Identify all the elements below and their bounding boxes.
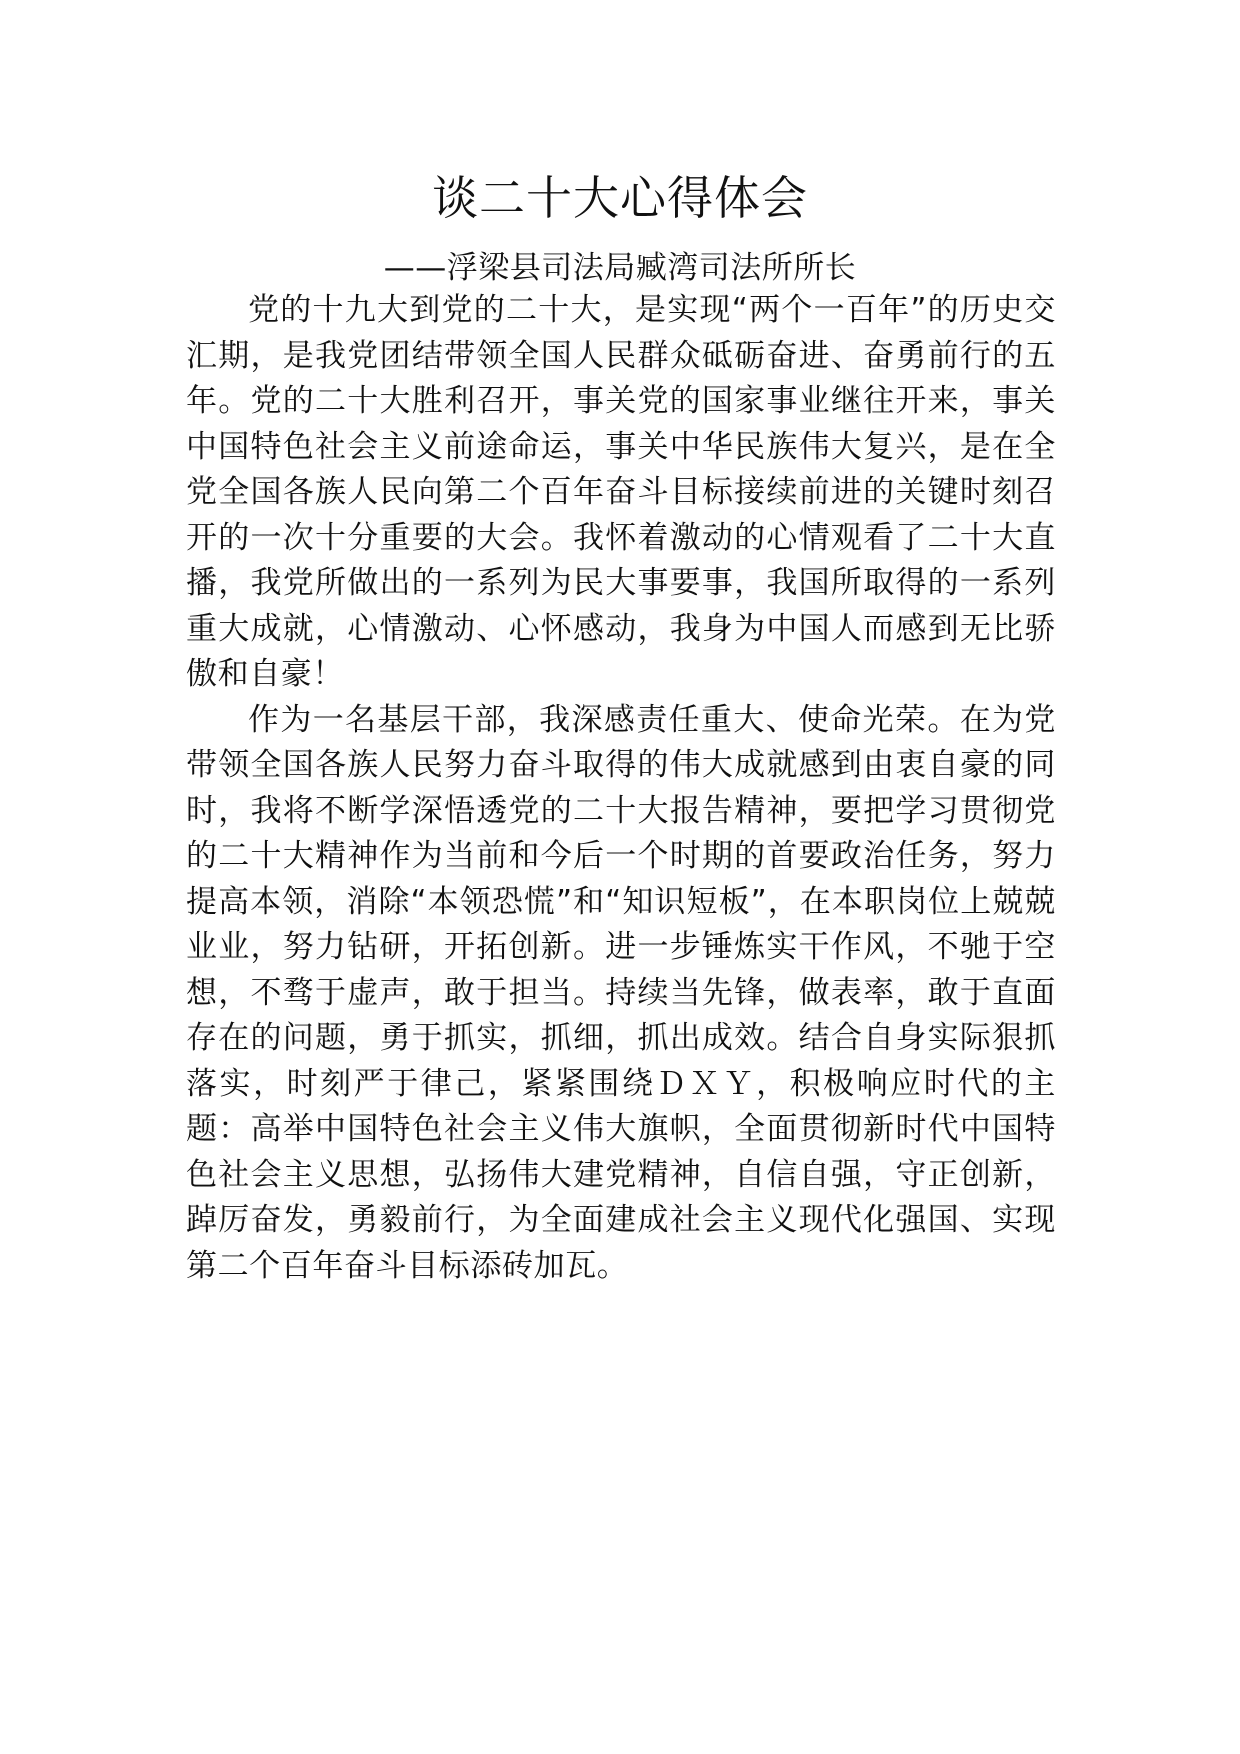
document-body [186,288,1056,1289]
paragraph-1: 党的十九大到党的二十大，是实现“两个一百年”的历史交汇期，是我党团结带领全国人民群众砥砺奋进、奋勇前行的五年。党的二十大胜利召开，事关党的国家事业继往开来，事关中国特色社会主义前途命运，事关中华民族伟大复兴，是在全党全国各族人民向第二个百年奋斗目标接续前进的关键时刻召开的一次十分重要的大会。我怀着激动的心情观看了二十大直播，我党所做出的一系列为民大事要事，我国所取得的一系列重大成就，心情激动、心怀感动，我身为中国人而感到无比骄傲和自豪！ [186,292,1056,692]
document-title: 谈二十大心得体会 [432,171,808,225]
author-byline: ——浮梁县司法局臧湾司法所所长 [383,250,857,286]
paragraph-2: 作为一名基层干部，我深感责任重大、使命光荣。在为党带领全国各族人民努力奋斗取得的伟大成就感到由衷自豪的同时，我将不断学深悟透党的二十大报告精神，要把学习贯彻党的二十大精神作为当前和今后一个时期的首要政治任务，努力提高本领，消除“本领恐慌”和“知识短板”，在本职岗位上兢兢业业，努力钻研，开拓创新。进一步锤炼实干作风，不驰于空想，不骛于虚声，敢于担当。持续当先锋，做表率，敢于直面存在的问题，勇于抓实，抓细，抓出成效。结合自身实际狠抓落实，时刻严于律己，紧紧围绕ＤＸＹ，积极响应时代的主题：高举中国特色社会主义伟大旗帜，全面贯彻新时代中国特色社会主义思想，弘扬伟大建党精神，自信自强，守正创新，踔厉奋发，勇毅前行，为全面建成社会主义现代化强国、实现第二个百年奋斗目标添砖加瓦。 [186,701,1056,1284]
